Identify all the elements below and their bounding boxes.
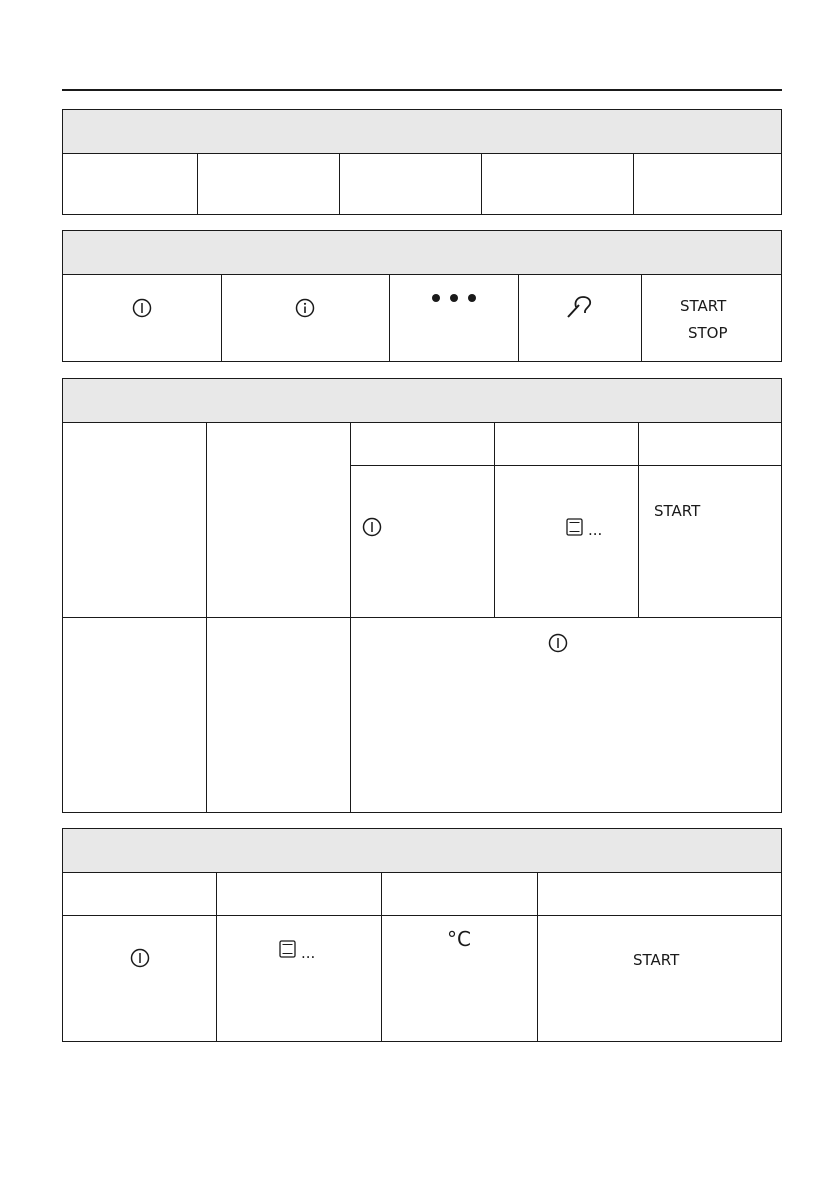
ellipsis: ... <box>588 521 603 539</box>
table-3-row-rule <box>63 617 782 618</box>
table-1-divider <box>633 154 634 215</box>
table-1-divider <box>481 154 482 215</box>
table-3-divider <box>350 423 351 813</box>
power-icon <box>362 517 382 537</box>
top-rule <box>62 89 782 91</box>
table-1 <box>62 109 782 215</box>
table-1-divider <box>197 154 198 215</box>
power-icon <box>132 298 152 318</box>
table-4 <box>62 828 782 1042</box>
info-icon <box>295 298 315 318</box>
table-4-row-rule <box>63 915 782 916</box>
start-label: START <box>633 951 680 969</box>
table-4-divider <box>216 873 217 1042</box>
table-3-divider <box>494 423 495 617</box>
ellipsis: ... <box>301 944 316 962</box>
start-label: START <box>654 502 701 520</box>
three-dots-icon <box>430 292 480 304</box>
table-4-header <box>63 829 781 873</box>
table-2-divider <box>389 275 390 362</box>
table-4-divider <box>537 873 538 1042</box>
table-3 <box>62 378 782 813</box>
table-3-subheader-rule <box>350 465 782 466</box>
table-2-divider <box>221 275 222 362</box>
celsius-icon: °C <box>447 927 471 951</box>
stop-label: STOP <box>688 324 728 342</box>
table-2 <box>62 230 782 362</box>
oven-function-icon <box>566 518 583 536</box>
table-1-divider <box>339 154 340 215</box>
table-3-header <box>63 379 781 423</box>
power-icon <box>548 633 568 653</box>
oven-function-icon <box>279 940 296 958</box>
table-2-divider <box>641 275 642 362</box>
table-4-divider <box>381 873 382 1042</box>
start-label: START <box>680 297 727 315</box>
power-icon <box>130 948 150 968</box>
table-2-header <box>63 231 781 275</box>
table-2-divider <box>518 275 519 362</box>
food-probe-icon <box>565 294 597 320</box>
table-3-divider <box>638 423 639 617</box>
table-3-divider <box>206 423 207 813</box>
table-1-header <box>63 110 781 154</box>
